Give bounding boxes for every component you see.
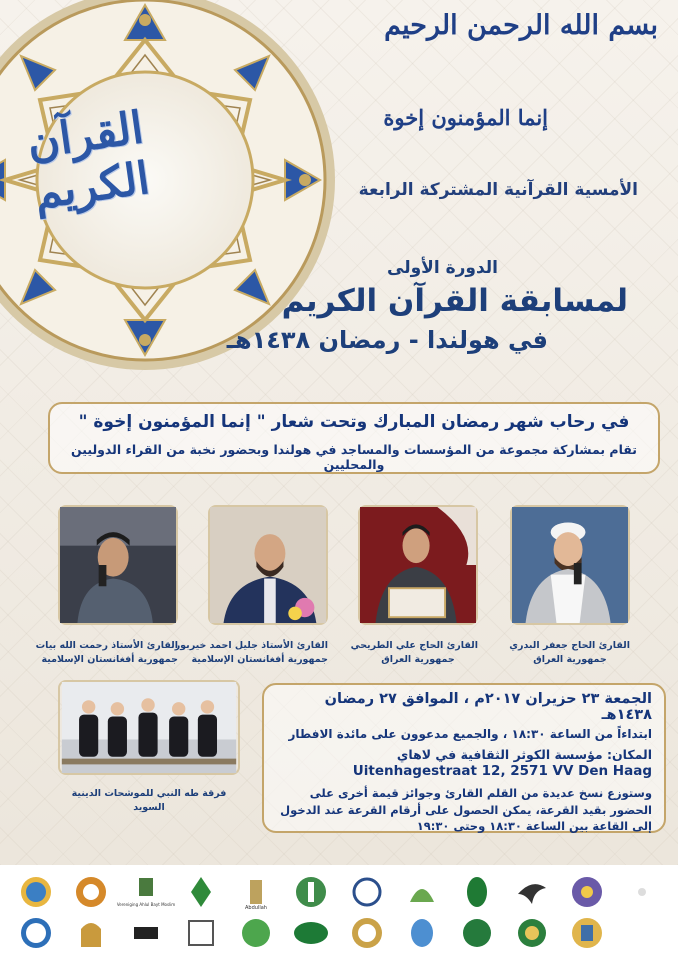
slogan-banner	[48, 402, 660, 474]
event-address: Uitenhagestraat 12, 2571 VV Den Haag	[352, 763, 652, 779]
banner-slogan: في رحاب شهر رمضان المبارك وتحت شعار " إنما المؤمنون إخوة "	[78, 412, 630, 432]
iman-logo	[126, 915, 166, 951]
ensemble-photo	[58, 680, 240, 775]
globe-logo	[512, 915, 552, 951]
ornament-logo	[622, 874, 662, 910]
sunburst-logo	[71, 874, 111, 910]
event-venue: المكان: مؤسسة الكوثر الثقافية في لاهاي	[396, 747, 652, 762]
edition-label: الدورة الأولى	[387, 258, 498, 278]
ghadir-logo	[16, 915, 56, 951]
tree-logo	[116, 874, 176, 910]
dome-logo	[402, 874, 442, 910]
green-round-logo	[457, 915, 497, 951]
reciter-card	[350, 505, 478, 667]
blank-logo	[622, 915, 662, 951]
dove-logo	[512, 874, 552, 910]
reciter-name: القارئ الأستاذ رحمت الله بيات جمهورية أفغانستان الإسلامية	[35, 640, 178, 665]
banner-description: تقام بمشاركة مجموعة من المؤسسات والمساجد في هولندا وبحضور نخبة من القراء الدوليين والمحليين	[71, 442, 637, 472]
svg-text:Abdullah: Abdullah	[245, 904, 268, 911]
ensemble-card	[58, 680, 240, 815]
reciter-card	[510, 505, 630, 667]
reciter-photo	[358, 505, 478, 625]
quran-stamp-logo	[181, 915, 221, 951]
innama-calligraphy: إنما المؤمنون إخوة	[383, 105, 548, 130]
shrine-logo	[567, 915, 607, 951]
building-logo	[236, 874, 276, 910]
flower-logo	[567, 874, 607, 910]
reciter-card	[35, 505, 178, 667]
hand-logo	[402, 915, 442, 951]
arch-logo	[71, 915, 111, 951]
event-details-box	[262, 683, 666, 833]
location-date: في هولندا - رمضان ١٤٣٨هـ	[226, 326, 548, 354]
evening-title: الأمسية القرآنية المشتركة الرابعة	[358, 180, 638, 200]
svg-text:Vereniging Ahlul Bayt Moslim: Vereniging Ahlul Bayt Moslim	[116, 901, 176, 907]
reciter-name: القارئ الحاج علي الطريحي جمهورية العراق	[350, 640, 478, 665]
circle-calligraphy-logo	[347, 874, 387, 910]
quran-calligraphy-title: القرآن الكريم	[23, 102, 153, 220]
tower-logo	[291, 874, 331, 910]
reciter-photo	[58, 505, 178, 625]
reciter-photo	[208, 505, 328, 625]
green-leaf-logo	[457, 874, 497, 910]
reciter-name: القارئ الحاج جعفر البدري جمهورية العراق	[509, 640, 630, 665]
reciter-card	[174, 505, 328, 667]
event-note: وستوزع نسخ عديدة من القلم القارئ وجوائز قيمة أخرى على الحضور بقيد القرعة، يمكن الحصول على أرقام القرعة عند الدخول إلى القاعة بين الساعة ١٨:٣٠ وحتى ١٩:٣٠	[280, 786, 652, 834]
reciter-photo	[510, 505, 630, 625]
green-oval-logo	[291, 915, 331, 951]
hands-logo	[16, 874, 56, 910]
basmala-calligraphy: بسم الله الرحمن الرحيم	[384, 10, 658, 41]
green-circle-logo	[236, 915, 276, 951]
event-date: الجمعة ٢٣ حزيران ٢٠١٧م ، الموافق ٢٧ رمضان ١٤٣٨هـ	[324, 691, 652, 723]
sponsor-logos-strip	[0, 865, 678, 960]
ensemble-name: فرقة طه النبي للموشحات الدينية السويد	[71, 788, 227, 813]
competition-title: لمسابقة القرآن الكريم	[281, 283, 628, 319]
event-time: ابتداءاً من الساعة ١٨:٣٠ ، والجميع مدعوون على مائدة الافطار	[288, 727, 652, 741]
green-emblem-logo	[181, 874, 221, 910]
mosque-seal-logo	[347, 915, 387, 951]
reciter-name: القارئ الأستاذ جليل احمد خيربور جمهورية أفغانستان الإسلامية	[174, 640, 328, 665]
